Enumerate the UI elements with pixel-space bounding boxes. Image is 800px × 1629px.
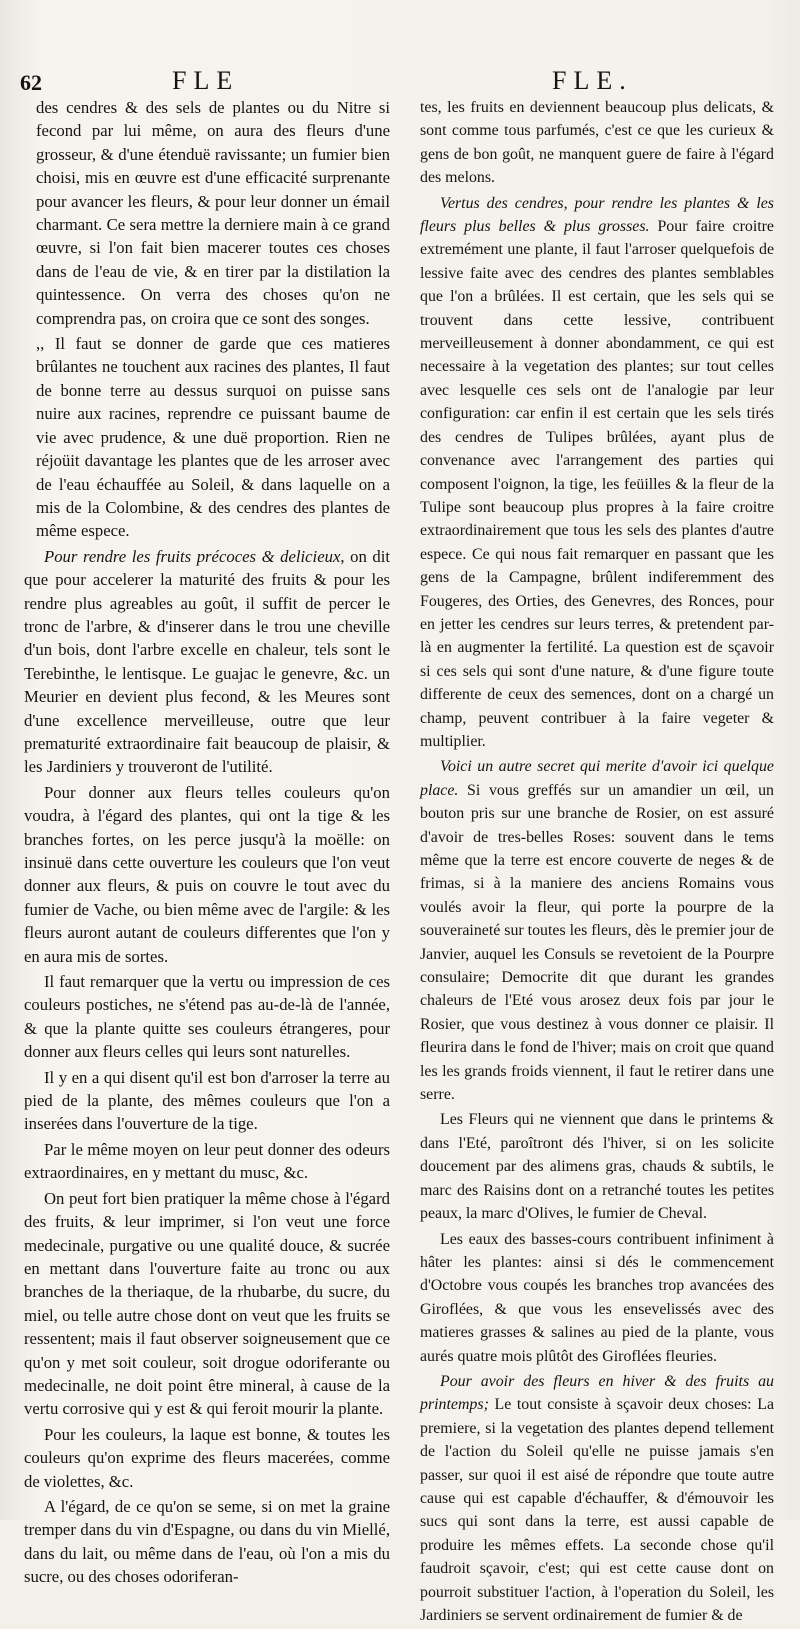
paragraph: Par le même moyen on leur peut donner des odeurs extraordinaires, en y mettant du musc, &c.: [24, 1139, 390, 1183]
paragraph: [420, 1370, 774, 1627]
right-running-title: FLE.: [552, 66, 633, 95]
left-column: [24, 96, 390, 1591]
paragraph: [420, 755, 774, 1106]
paragraph: Pour donner aux fleurs telles couleurs qu'on voudra, à l'égard des plantes, qui ont la tige & les branches fortes, on les perce jusqu'à la moëlle: on insinuë dans cette ouverture les couleurs que l'on veut donner aux fleurs, & puis on couvre le tout avec du fumier de Vache, ou bien même avec de l'argile: & les fleurs auront autant de couleurs differentes que l'on y en aura mis de sortes.: [24, 782, 390, 966]
paragraph: A l'égard, de ce qu'on se seme, si on met la graine tremper dans du vin d'Espagne, ou dans du vin Miellé, dans du lait, ou même dans de l'eau, où l'on a mis du sucre, ou des choses odoriferan-: [24, 1496, 390, 1587]
paragraph: Les Fleurs qui ne viennent que dans le printems & dans l'Eté, paroîtront dés l'hiver, si on les solicite doucement par des alimens gras, chauds & subtils, le marc des Raisins dont on a retranché toutes les petites peaux, la marc d'Olives, le fumier de Cheval.: [420, 1111, 774, 1223]
paragraph-body: Le tout consiste à sçavoir deux choses: La premiere, si la vegetation des plantes depend tellement de l'action du Soleil qu'elle ne puisse jamais s'en passer, sur quoi il est aisé de répondre que toute autre cause qui est capable d'échauffer, & d'émouvoir les sucs qui sont dans la terre, est aussi capable de produire les mêmes effets. La seconde chose qu'il faudroit sçavoir, c'est; qui est cette cause dont on pourroit substituer l'action, à l'operation du Soleil, les Jardiniers se servent ordinairement de fumier & de: [420, 1396, 774, 1624]
left-running-title: FLE: [172, 66, 240, 95]
paragraph: tes, les fruits en deviennent beaucoup plus delicats, & sont comme tous parfumés, c'est ce que les curieux & gens de bon goût, ne manquent guere de faire à l'égard des melons.: [420, 99, 774, 187]
paragraph: Il y en a qui disent qu'il est bon d'arroser la terre au pied de la plante, des mêmes couleurs que l'on a inserées dans l'ouverture de la tige.: [24, 1067, 390, 1134]
running-head: [0, 62, 800, 98]
paragraph-body: Pour faire croitre extremément une plante, il faut l'arroser quelquefois de lessive faite avec des cendres des plantes semblables que l'on a brûlées. Il est certain, que les sels qui se trouvent dans cette lessive, contribuent merveilleusement à donner abondamment, ce qui est necessaire à la vegetation des plantes; sur tout celles avec lesquelle ces sels ont de l'analogie par leur configuration: car enfin il est certain que les sels tirés des cendres de Tulipes brûlées, ayant plus de convenance avec l'arrangement des parties qui composent l'oignon, la tige, les feüilles & la fleur de la Tulipe sont beaucoup plus propres à la faire croitre extraordinairement que tous les sels des plantes d'autre espece. Ce qui nous fait remarquer en passant que les gens de la Campagne, brûlent indiferemment des Fougeres, des Orties, des Genevres, des Ronces, pour en jetter les cendres sur leurs terres, & pretendent par-là en augmenter la fertilité. La question est de sçavoir si ces sels qui sont d'une nature, & d'une figure toute differente de ceux des semences, dont on a chargé un champ, peuvent contribuer à la faire vegeter & multiplier.: [420, 218, 774, 750]
paragraph: On peut fort bien pratiquer la même chose à l'égard des fruits, & leur imprimer, si l'on veut une force medecinale, purgative ou une qualité douce, & sucrée en mettant dans l'ouverture faite au tronc ou aux branches de la theriaque, de la rhubarbe, du sucre, du miel, ou telle autre chose dont on veut que les fruits se ressentent; mais il faut observer soigneusement que ce qu'on y met soit couleur, soit drogue odoriferante ou medecinalle, ne doit point être mineral, à cause de la vertu corrosive qui y est & qui feroit mourir la plante.: [24, 1188, 390, 1419]
paragraph: [420, 192, 774, 754]
paragraph-heading: Pour avoir des fleurs en hiver & des fruits au printemps;: [420, 1372, 774, 1414]
paragraph-heading: Pour rendre les fruits précoces & delicieux: [44, 546, 341, 566]
paragraph: Pour les couleurs, la laque est bonne, & toutes les couleurs qu'on exprime des fleurs macerées, comme de violettes, &c.: [24, 1424, 390, 1491]
paragraph: Il faut remarquer que la vertu ou impression de ces couleurs postiches, ne s'étend pas au-de-là de l'année, & que la plante quitte ses couleurs étrangeres, pour donner aux fleurs celles qui leurs sont naturelles.: [24, 972, 390, 1062]
right-column: [420, 96, 774, 1629]
paragraph: [24, 545, 390, 779]
page-number: 62: [20, 70, 42, 95]
paragraph: ,, Il faut se donner de garde que ces matieres brûlantes ne touchent aux racines des plantes, Il faut de bonne terre au dessus surquoi on puisse sans nuire aux racines, reprendre ce puissant baume de vie avec prudence, & une duë proportion. Rien ne réjoüit davantage les plantes que de les arroser avec de l'eau échauffée au Soleil, & dans laquelle on a mis de la Colombine, & des cendres des plantes de même espece.: [36, 334, 390, 541]
paragraph-body: , on dit que pour accelerer la maturité des fruits & pour les rendre plus agreables au goût, il suffit de percer le tronc de l'arbre, & d'inserer dans le trou une cheville d'un bois, dont l'arbre excelle en chaleur, tels sont le Terebinthe, le lentisque. Le guajac le genevre, &c. un Meurier en devient plus fecond, & les Meures sont d'une excellence merveilleuse, outre que leur prematurité extraordinaire fait beaucoup de plaisir, & les Jardiniers y trouveront de l'utilité.: [24, 546, 390, 777]
paragraph-heading: Vertus des cendres, pour rendre les plantes & les fleurs plus belles & plus grosses.: [420, 194, 774, 236]
paragraph-body: Si vous greffés sur un amandier un œil, un bouton pris sur une branche de Rosier, on est assuré d'avoir de tres-belles Roses: souvent dans le tems même que la terre est encore couverte de neges & de frimas, si à la maniere des anciens Romains vous voulés avoir la fleur, qui porte la pourpre de la souveraineté sur toutes les fleurs, dès le premier jour de Janvier, auquel les Consuls se revetoient de la Pourpre consulaire; Democrite dit que durant les grandes chaleurs de l'Eté vous arosez deux fois par jour le Rosier, que vous destinez à vous donner ce plaisir. Il fleurira dans le fond de l'hiver; mais on croit que quand les les grands froids viennent, il faut le retirer dans une serre.: [420, 781, 774, 1104]
paragraph: des cendres & des sels de plantes ou du Nitre si fecond par lui même, on aura des fleurs d'une grosseur, & d'une étenduë ravissante; un fumier bien choisi, mis en œuvre est d'une efficacité surprenante pour avancer les fleurs, & pour leur donner un émail charmant. Ce sera mettre la derniere main à ce grand œuvre, si l'on fait bien macerer toutes ces choses dans de l'eau de vie, & en tirer par la distilation la quintessence. On verra des choses qu'on ne comprendra pas, on croira que ce sont des songes.: [36, 98, 390, 328]
paragraph: Les eaux des basses-cours contribuent infiniment à hâter les plantes: ainsi si dés le commencement d'Octobre vous coupés les branches trop avancées des Giroflées, & que vous les ensevelissés avec des matieres grasses & salines au pied de la plante, vous aurés quatre mois plûtôt des Giroflées fleuries.: [420, 1230, 774, 1365]
paragraph-heading: Voici un autre secret qui merite d'avoir ici quelque place.: [420, 758, 774, 799]
